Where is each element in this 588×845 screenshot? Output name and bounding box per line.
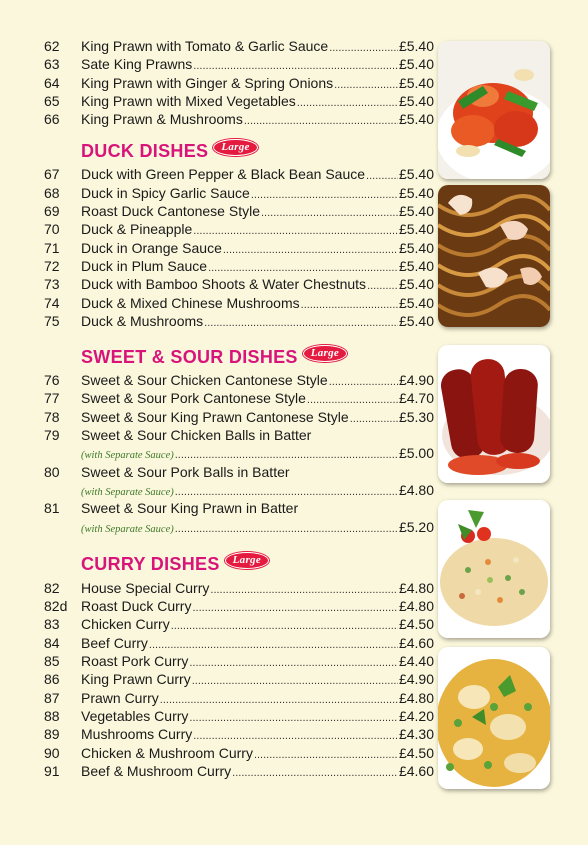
menu-item bbox=[44, 652, 434, 670]
prawn-noodles-photo bbox=[438, 185, 550, 327]
item-name: Sweet & Sour Chicken Balls in Batter bbox=[81, 427, 312, 444]
item-price: £5.40 bbox=[398, 203, 434, 220]
item-price: £5.40 bbox=[398, 184, 434, 201]
item-number: 63 bbox=[44, 56, 60, 73]
item-price: £5.40 bbox=[398, 312, 434, 329]
item-price: £4.80 bbox=[398, 598, 434, 615]
item-number: 68 bbox=[44, 184, 60, 201]
item-price: £4.20 bbox=[398, 707, 434, 724]
item-number: 76 bbox=[44, 372, 60, 389]
item-number: 72 bbox=[44, 257, 60, 274]
item-name: King Prawn with Mixed Vegetables bbox=[81, 92, 296, 109]
item-number: 77 bbox=[44, 390, 60, 407]
item-name: Beef & Mushroom Curry bbox=[81, 762, 232, 779]
item-name: King Prawn with Tomato & Garlic Sauce bbox=[81, 38, 329, 54]
item-name: King Prawn with Ginger & Spring Onions bbox=[81, 74, 334, 91]
item-number: 75 bbox=[44, 312, 60, 329]
item-number: 83 bbox=[44, 616, 60, 633]
section-title: CURRY DISHES bbox=[81, 554, 220, 575]
large-badge: Large bbox=[225, 552, 269, 569]
dot-leader bbox=[329, 373, 398, 391]
dot-leader bbox=[301, 296, 398, 314]
prawn-section bbox=[44, 37, 434, 128]
item-price: £5.40 bbox=[398, 239, 434, 256]
item-number: 71 bbox=[44, 239, 60, 256]
dot-leader bbox=[350, 410, 398, 428]
item-price: £5.40 bbox=[398, 257, 434, 274]
item-number: 65 bbox=[44, 92, 60, 109]
item-name: King Prawn Curry bbox=[81, 671, 191, 688]
item-name: Duck in Plum Sauce bbox=[81, 257, 208, 274]
large-badge: Large bbox=[213, 139, 257, 156]
menu-item bbox=[44, 165, 434, 183]
item-name: King Prawn & Mushrooms bbox=[81, 111, 243, 128]
sweet-sour-ribs-photo bbox=[438, 345, 550, 483]
menu-item bbox=[44, 744, 434, 762]
item-name: Beef Curry bbox=[81, 634, 148, 651]
item-price: £5.40 bbox=[398, 276, 434, 293]
item-number: 82d bbox=[44, 598, 68, 615]
menu-item bbox=[44, 670, 434, 688]
item-name: Roast Pork Curry bbox=[81, 653, 189, 670]
item-price: £4.70 bbox=[398, 390, 434, 407]
curry-section bbox=[44, 579, 434, 780]
item-number: 87 bbox=[44, 689, 60, 706]
item-number: 82 bbox=[44, 579, 60, 596]
menu-item bbox=[44, 74, 434, 92]
item-price: £4.80 bbox=[398, 481, 434, 498]
item-name: Chicken Curry bbox=[81, 616, 170, 633]
dot-leader bbox=[223, 241, 398, 259]
item-name: Prawn Curry bbox=[81, 689, 159, 706]
item-note: (with Separate Sauce) bbox=[81, 450, 174, 462]
dot-leader bbox=[261, 204, 398, 222]
item-name: Duck in Spicy Garlic Sauce bbox=[81, 184, 250, 201]
item-number: 74 bbox=[44, 294, 60, 311]
menu-item bbox=[44, 597, 434, 615]
menu-item-note bbox=[44, 518, 434, 536]
menu-item bbox=[44, 220, 434, 238]
item-name: Duck with Green Pepper & Black Bean Sauce bbox=[81, 166, 366, 183]
item-price: £4.50 bbox=[398, 616, 434, 633]
dot-leader bbox=[251, 186, 398, 204]
item-price: £4.90 bbox=[398, 372, 434, 389]
item-price: £5.40 bbox=[398, 294, 434, 311]
item-number: 70 bbox=[44, 221, 60, 238]
item-price: £5.40 bbox=[398, 92, 434, 109]
item-number: 67 bbox=[44, 166, 60, 183]
menu-item bbox=[44, 371, 434, 389]
menu-item bbox=[44, 634, 434, 652]
item-name: Duck & Mixed Chinese Mushrooms bbox=[81, 294, 300, 311]
menu-item bbox=[44, 408, 434, 426]
menu-item bbox=[44, 92, 434, 110]
item-number: 62 bbox=[44, 38, 60, 54]
dot-leader bbox=[254, 746, 398, 764]
item-price: £5.20 bbox=[398, 518, 434, 535]
menu-item bbox=[44, 202, 434, 220]
item-price: £4.80 bbox=[398, 689, 434, 706]
item-number: 89 bbox=[44, 726, 60, 743]
item-number: 81 bbox=[44, 500, 60, 517]
item-name: Sweet & Sour King Prawn in Batter bbox=[81, 500, 299, 517]
dot-leader bbox=[210, 581, 398, 599]
large-badge: Large bbox=[303, 345, 347, 362]
item-name: Roast Duck Cantonese Style bbox=[81, 203, 260, 220]
item-number: 85 bbox=[44, 653, 60, 670]
item-note: (with Separate Sauce) bbox=[81, 523, 174, 535]
item-price: £5.00 bbox=[398, 445, 434, 462]
item-name: Duck with Bamboo Shoots & Water Chestnuts bbox=[81, 276, 367, 293]
item-price: £5.40 bbox=[398, 38, 434, 54]
item-price: £5.30 bbox=[398, 408, 434, 425]
item-name: Duck & Pineapple bbox=[81, 221, 193, 238]
menu-item bbox=[44, 615, 434, 633]
item-number: 66 bbox=[44, 111, 60, 128]
menu-item-title bbox=[44, 463, 434, 481]
menu-item bbox=[44, 275, 434, 293]
item-number: 84 bbox=[44, 634, 60, 651]
menu-item bbox=[44, 579, 434, 597]
menu-item bbox=[44, 389, 434, 407]
item-name: House Special Curry bbox=[81, 579, 210, 596]
item-number: 64 bbox=[44, 74, 60, 91]
item-number: 91 bbox=[44, 762, 60, 779]
item-number: 80 bbox=[44, 463, 60, 480]
item-name: Duck & Mushrooms bbox=[81, 312, 204, 329]
curry-dishes-heading bbox=[81, 551, 434, 579]
dot-leader bbox=[193, 222, 398, 240]
duck-dishes-heading bbox=[81, 137, 434, 165]
item-name: Sate King Prawns bbox=[81, 56, 193, 73]
menu-item-title bbox=[44, 426, 434, 444]
item-price: £4.80 bbox=[398, 579, 434, 596]
menu-item bbox=[44, 312, 434, 330]
dot-leader bbox=[192, 672, 398, 690]
chicken-curry-photo bbox=[438, 647, 550, 789]
item-name: Sweet & Sour Pork Balls in Batter bbox=[81, 463, 290, 480]
sweet-sour-section bbox=[44, 371, 434, 536]
item-number: 88 bbox=[44, 707, 60, 724]
menu-item bbox=[44, 707, 434, 725]
dot-leader bbox=[171, 617, 398, 635]
dot-leader bbox=[189, 654, 398, 672]
item-number: 69 bbox=[44, 203, 60, 220]
item-price: £5.40 bbox=[398, 166, 434, 183]
item-price: £4.30 bbox=[398, 726, 434, 743]
dot-leader bbox=[232, 764, 398, 782]
menu-item bbox=[44, 239, 434, 257]
dot-leader bbox=[204, 314, 398, 332]
item-price: £4.60 bbox=[398, 634, 434, 651]
menu-item bbox=[44, 184, 434, 202]
item-note: (with Separate Sauce) bbox=[81, 486, 174, 498]
item-price: £5.40 bbox=[398, 221, 434, 238]
menu-item bbox=[44, 689, 434, 707]
menu-item bbox=[44, 725, 434, 743]
item-price: £5.40 bbox=[398, 111, 434, 128]
item-number: 86 bbox=[44, 671, 60, 688]
menu-item bbox=[44, 37, 434, 55]
item-name: Vegetables Curry bbox=[81, 707, 189, 724]
item-name: Roast Duck Curry bbox=[81, 598, 192, 615]
menu-item bbox=[44, 110, 434, 128]
item-price: £4.90 bbox=[398, 671, 434, 688]
menu-item-note bbox=[44, 481, 434, 499]
dot-leader bbox=[244, 112, 398, 130]
dot-leader bbox=[192, 599, 397, 617]
sweet-sour-dishes-heading bbox=[81, 343, 434, 371]
item-price: £5.40 bbox=[398, 74, 434, 91]
menu-item-note bbox=[44, 444, 434, 462]
item-price: £4.40 bbox=[398, 653, 434, 670]
menu-item bbox=[44, 257, 434, 275]
item-number: 79 bbox=[44, 427, 60, 444]
item-name: Chicken & Mushroom Curry bbox=[81, 744, 253, 761]
dot-leader bbox=[366, 167, 398, 185]
item-number: 73 bbox=[44, 276, 60, 293]
section-title: SWEET & SOUR DISHES bbox=[81, 346, 298, 367]
menu-item bbox=[44, 294, 434, 312]
item-name: Sweet & Sour Chicken Cantonese Style bbox=[81, 372, 328, 389]
duck-section bbox=[44, 165, 434, 330]
menu-item bbox=[44, 762, 434, 780]
menu-item-title bbox=[44, 499, 434, 517]
item-name: Mushrooms Curry bbox=[81, 726, 193, 743]
dot-leader bbox=[334, 76, 398, 94]
fried-rice-photo bbox=[438, 500, 550, 638]
dot-leader bbox=[160, 691, 398, 709]
dot-leader bbox=[189, 709, 398, 727]
menu-item bbox=[44, 55, 434, 73]
item-price: £4.50 bbox=[398, 744, 434, 761]
item-name: Duck in Orange Sauce bbox=[81, 239, 222, 256]
dot-leader bbox=[329, 39, 398, 57]
item-number: 90 bbox=[44, 744, 60, 761]
sweet-sour-prawn-photo bbox=[438, 41, 550, 179]
dot-leader bbox=[367, 277, 398, 295]
item-name: Sweet & Sour Pork Cantonese Style bbox=[81, 390, 306, 407]
item-price: £5.40 bbox=[398, 56, 434, 73]
section-title: DUCK DISHES bbox=[81, 140, 209, 161]
item-name: Sweet & Sour King Prawn Cantonese Style bbox=[81, 408, 349, 425]
item-price: £4.60 bbox=[398, 762, 434, 779]
dot-leader bbox=[175, 520, 398, 538]
menu-list bbox=[44, 37, 434, 780]
item-number: 78 bbox=[44, 408, 60, 425]
dot-leader bbox=[297, 94, 398, 112]
